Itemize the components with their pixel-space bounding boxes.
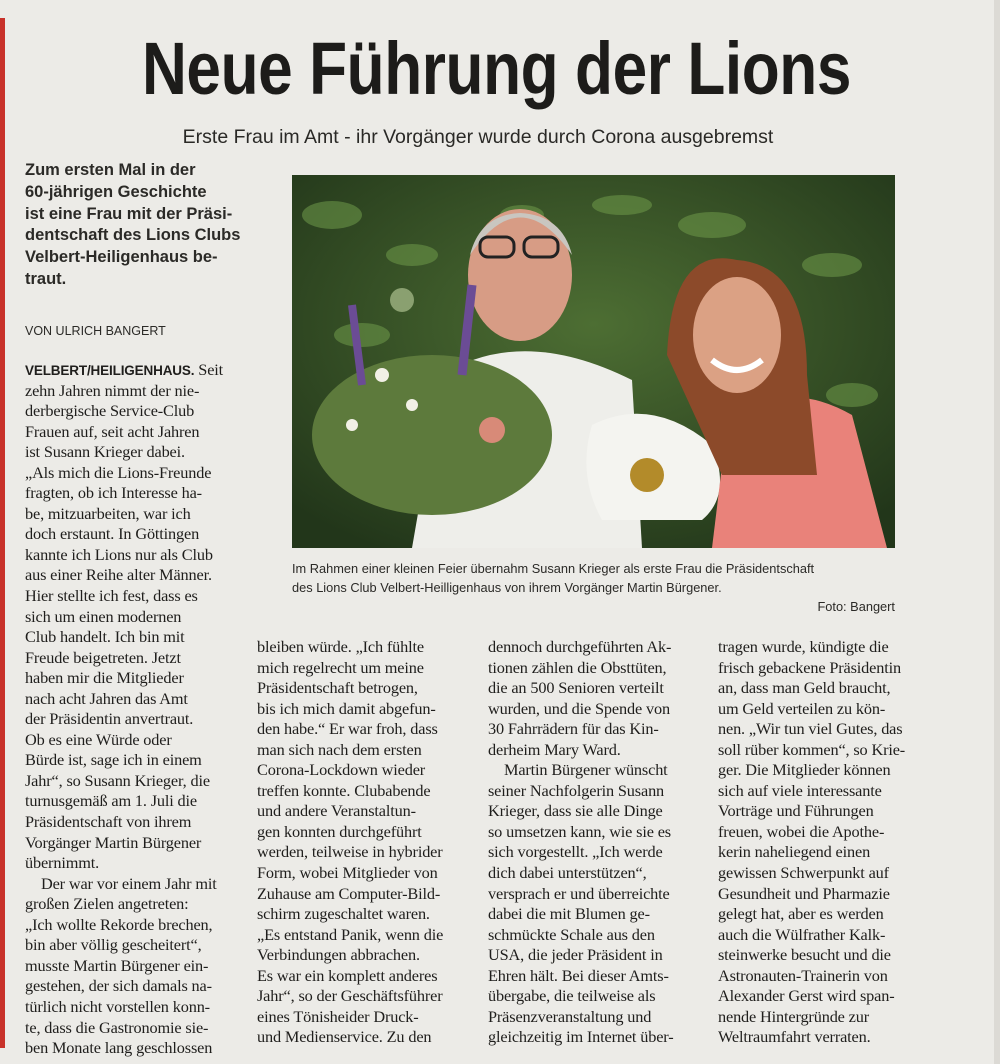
text-line: 30 Fahrrädern für das Kin- <box>488 719 659 739</box>
text-line: bis ich mich damit abgefun- <box>257 698 436 718</box>
text-line: Gesundheit und Pharmazie <box>718 883 890 903</box>
text-line: be, mitzuarbeiten, war ich <box>25 503 191 523</box>
text-line: steinwerke besucht und die <box>718 945 891 965</box>
dateline: VELBERT/HEILIGENHAUS. <box>25 363 195 378</box>
text-line: kerin naheliegend einen <box>718 842 871 862</box>
text-line: die an 500 Senioren verteilt <box>488 678 664 698</box>
text-line: „Als mich die Lions-Freunde <box>25 462 212 482</box>
text-line: sich vorgestellt. „Ich werde <box>488 842 663 862</box>
headline: Neue Führung der Lions <box>141 27 852 110</box>
article-photo <box>292 175 895 548</box>
text-line: haben mir die Mitglieder <box>25 668 184 688</box>
text-line: ist Susann Krieger dabei. <box>25 442 185 462</box>
text-column-3 <box>488 637 710 1048</box>
text-line: Freude beigetreten. Jetzt <box>25 647 181 667</box>
text-line: und Medienservice. Zu den <box>257 1027 432 1047</box>
text-line: nen. „Wir tun viel Gutes, das <box>718 719 903 739</box>
lead-line: traut. <box>25 269 67 288</box>
text-line: auch die Wülfrather Kalk- <box>718 924 886 944</box>
text-line: Präsidentschaft von ihrem <box>25 812 192 832</box>
red-margin-strip <box>0 18 5 1048</box>
text-line: derheim Mary Ward. <box>488 739 621 759</box>
text-line: derbergische Service-Club <box>25 401 195 421</box>
lead-line: Velbert-Heiligenhaus be- <box>25 248 218 267</box>
text-line: ger. Die Mitglieder können <box>718 760 891 780</box>
text-line: zehn Jahren nimmt der nie- <box>25 380 200 400</box>
text-line: Weltraumfahrt verraten. <box>718 1027 871 1047</box>
text-line: bin aber völlig gescheitert“, <box>25 935 202 955</box>
text-line: tionen zählen die Obsttüten, <box>488 657 667 677</box>
text-line: schmückte Schale aus den <box>488 924 655 944</box>
text-column-1 <box>25 360 247 1059</box>
byline: VON ULRICH BANGERT <box>25 324 166 338</box>
text-line: turnusgemäß am 1. Juli die <box>25 791 197 811</box>
caption-line: des Lions Club Velbert-Heilligenhaus von ihrem Vorgänger Martin Bürgener. <box>292 580 722 595</box>
caption-line: Im Rahmen einer kleinen Feier übernahm Susann Krieger als erste Frau die Präsidentschaft <box>292 561 815 576</box>
text-line: sich um einen modernen <box>25 606 182 626</box>
text-line: Club handelt. Ich bin mit <box>25 627 185 647</box>
text-line: werden, teilweise in hybrider <box>257 842 443 862</box>
text-line: übergabe, die teilweise als <box>488 986 656 1006</box>
text-line: nach acht Jahren das Amt <box>25 688 188 708</box>
text-line: so umsetzen kann, wie sie es <box>488 821 671 841</box>
text-line: gleichzeitig im Internet über- <box>488 1027 674 1047</box>
text-line: freuen, wobei die Apothe- <box>718 821 885 841</box>
photo-credit: Foto: Bangert <box>817 599 895 614</box>
text-line: übernimmt. <box>25 853 100 873</box>
text-line: dennoch durchgeführten Ak- <box>488 637 672 656</box>
text-line: türlich nicht vorstellen konn- <box>25 996 210 1016</box>
text-line: Ehren hält. Bei dieser Amts- <box>488 965 669 985</box>
text-line: nende Hintergründe zur <box>718 1006 870 1026</box>
lead-line: ist eine Frau mit der Präsi- <box>25 204 233 223</box>
text-line: treffen konnte. Clubabende <box>257 780 431 800</box>
text-line: versprach er und überreichte <box>488 883 670 903</box>
text-line: te, dass die Gastronomie sie- <box>25 1017 209 1037</box>
photo-illustration <box>292 175 895 548</box>
text-line: doch erstaunt. In Göttingen <box>25 524 200 544</box>
text-line: soll rüber kommen“, so Krie- <box>718 739 906 759</box>
text-line: Frauen auf, seit acht Jahren <box>25 421 200 441</box>
text-line: Ob es eine Würde oder <box>25 729 172 749</box>
text-line: eines Tönisheider Druck- <box>257 1006 419 1026</box>
lead-line: dentschaft des Lions Clubs <box>25 226 241 245</box>
text-column-2 <box>257 637 479 1048</box>
text-line: Martin Bürgener wünscht <box>504 760 668 780</box>
text-line: fragten, ob ich Interesse ha- <box>25 483 202 503</box>
text-line: „Es entstand Panik, wenn die <box>257 924 444 944</box>
text-line: mich regelrecht um meine <box>257 657 424 677</box>
text-line: Astronauten-Trainerin von <box>718 965 888 985</box>
text-line-rest: Seit <box>194 360 224 379</box>
text-line: Zuhause am Computer-Bild- <box>257 883 441 903</box>
text-line: musste Martin Bürgener ein- <box>25 955 209 975</box>
text-column-4 <box>718 637 940 1048</box>
text-line: Vorgänger Martin Bürgener <box>25 832 202 852</box>
text-line: „Ich wollte Rekorde brechen, <box>25 914 213 934</box>
text-line: Jahr“, so Susann Krieger, die <box>25 770 210 790</box>
page-edge <box>994 0 1000 1064</box>
text-line: den habe.“ Er war froh, dass <box>257 719 438 739</box>
text-line: Form, wobei Mitglieder von <box>257 863 438 883</box>
text-line: man sich nach dem ersten <box>257 739 422 759</box>
text-line: Es war ein komplett anderes <box>257 965 438 985</box>
text-line: Alexander Gerst wird span- <box>718 986 895 1006</box>
text-line: Bürde ist, sage ich in einem <box>25 750 202 770</box>
text-line: gestehen, der sich damals na- <box>25 976 212 996</box>
text-line: Präsenzveranstaltung und <box>488 1006 652 1026</box>
text-line: ben Monate lang geschlossen <box>25 1038 213 1058</box>
text-line: an, dass man Geld braucht, <box>718 678 891 698</box>
text-line: und andere Veranstaltun- <box>257 801 416 821</box>
text-line: Verbindungen abbrachen. <box>257 945 420 965</box>
text-line: dich dabei unterstützen“, <box>488 863 647 883</box>
text-line: gen konnten durchgeführt <box>257 821 422 841</box>
text-line: bleiben würde. „Ich fühlte <box>257 637 424 656</box>
text-line: schirm zugeschaltet waren. <box>257 904 430 924</box>
text-line: Hier stellte ich fest, dass es <box>25 586 198 606</box>
text-line: seiner Nachfolgerin Susann <box>488 780 665 800</box>
text-line: dabei die mit Blumen ge- <box>488 904 650 924</box>
text-line: Krieger, dass sie alle Dinge <box>488 801 663 821</box>
text-line: USA, die jeder Präsident in <box>488 945 663 965</box>
text-line: frisch gebackene Präsidentin <box>718 657 901 677</box>
text-line: Corona-Lockdown wieder <box>257 760 426 780</box>
photo-caption <box>292 559 895 616</box>
text-line: gewissen Schwerpunkt auf <box>718 863 889 883</box>
text-line: kannte ich Lions nur als Club <box>25 544 213 564</box>
text-line: Jahr“, so der Geschäftsführer <box>257 986 443 1006</box>
text-line: wurden, und die Spende von <box>488 698 670 718</box>
subheadline: Erste Frau im Amt - ihr Vorgänger wurde durch Corona ausgebremst <box>182 126 774 148</box>
lead-paragraph <box>25 160 255 291</box>
text-line: der Präsidentin anvertraut. <box>25 709 194 729</box>
text-line: Vorträge und Führungen <box>718 801 874 821</box>
text-line: gelegt hat, aber es werden <box>718 904 884 924</box>
text-line: aus einer Reihe alter Männer. <box>25 565 212 585</box>
text-line <box>25 360 247 381</box>
lead-line: Zum ersten Mal in der <box>25 161 196 179</box>
lead-line: 60-jährigen Geschichte <box>25 182 207 201</box>
text-line: tragen wurde, kündigte die <box>718 637 889 656</box>
text-line: Präsidentschaft betrogen, <box>257 678 418 698</box>
text-line: großen Zielen angetreten: <box>25 894 189 914</box>
text-line: um Geld verteilen zu kön- <box>718 698 886 718</box>
text-line: Der war vor einem Jahr mit <box>41 873 217 893</box>
text-line: sich auf viele interessante <box>718 780 882 800</box>
